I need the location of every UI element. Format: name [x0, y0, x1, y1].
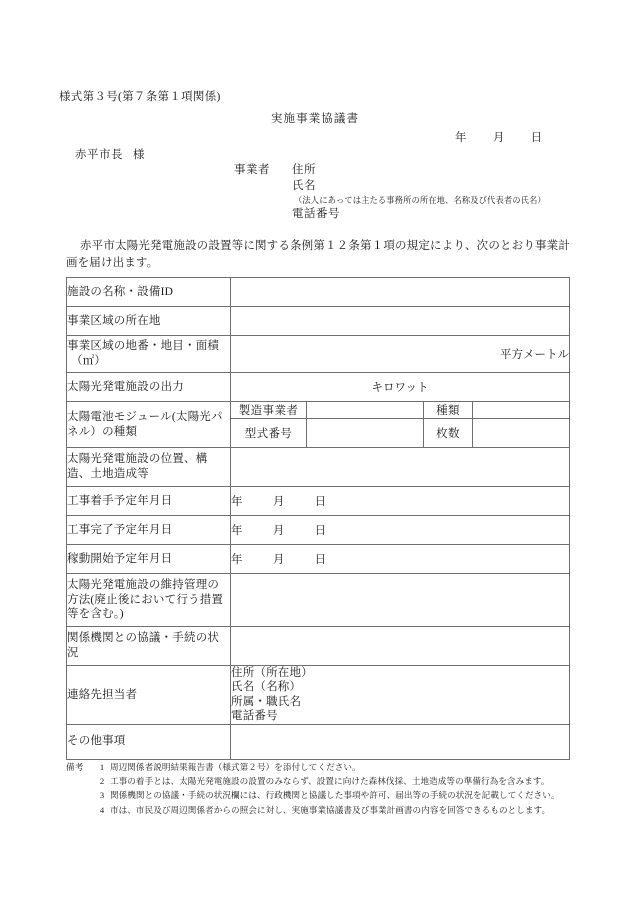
sub-value-manufacturer[interactable]	[307, 402, 424, 419]
remark-text: 工事の着手とは、太陽光発電施設の設置のみならず、設置に向けた森林伐採、土地造成等の準備行為を含みます。	[110, 776, 550, 787]
year-label: 年	[231, 525, 243, 537]
date-year-label: 年	[455, 132, 467, 144]
operator-address-label: 住所	[292, 164, 316, 176]
row-label-other-matters: その他事項	[67, 724, 231, 759]
row-label-maintenance: 太陽光発電施設の維持管理の方法(廃止後において行う措置等を含む。)	[67, 574, 231, 627]
contact-name-label: 氏名（名称）	[231, 681, 302, 694]
remark-number: 2	[99, 776, 105, 787]
row-label-agency-consultation: 関係機関との協議・手続の状況	[67, 627, 231, 666]
table-row	[67, 574, 570, 627]
row-label-output: 太陽光発電施設の出力	[67, 373, 231, 402]
year-label: 年	[231, 554, 243, 566]
remark-text: 市は、市民及び周辺関係者からの照会に対し、実施事業協議書及び事業計画書の内容を回答できるものとします。	[110, 804, 551, 815]
operator-phone-label: 電話番号	[292, 208, 340, 221]
row-label-operation-date: 稼動開始予定年月日	[67, 545, 231, 574]
table-row	[67, 724, 570, 759]
operator-name-label: 氏名	[292, 179, 316, 192]
sub-value-kind[interactable]	[473, 402, 570, 419]
sub-label-quantity: 枚数	[424, 419, 473, 448]
table-row	[67, 307, 570, 336]
table-row	[67, 487, 570, 516]
intro-text: 赤平市太陽光発電施設の設置等に関する条例第１２条第１項の規定により、次のとおり事業計画を届け出ます。	[66, 240, 570, 269]
remark-item	[66, 760, 586, 774]
row-label-start-date: 工事着手予定年月日	[67, 487, 231, 516]
row-value-area-location[interactable]	[231, 307, 570, 336]
date-day-label: 日	[530, 132, 543, 144]
remark-item	[66, 774, 586, 788]
remarks-section	[66, 760, 586, 817]
row-label-position-structure: 太陽光発電施設の位置、構造、土地造成等	[67, 448, 231, 487]
sub-label-model-number: 型式番号	[231, 419, 307, 448]
operator-address-row	[234, 163, 546, 179]
row-value-contact-person[interactable]	[231, 666, 570, 725]
addressee-honorific: 様	[133, 149, 145, 161]
row-value-start-date[interactable]	[231, 487, 570, 516]
row-value-facility-name[interactable]	[231, 278, 570, 307]
year-label: 年	[231, 496, 243, 508]
addressee-name: 赤平市長	[75, 149, 123, 161]
remark-text: 周辺関係者説明結果報告書（様式第２号）を添付してください。	[110, 762, 361, 772]
operator-corporate-note: （法人にあっては主たる事務所の所在地、名称及び代表者の氏名）	[294, 196, 546, 206]
remark-number: 1	[99, 762, 105, 772]
contact-address-label: 住所（所在地）	[231, 667, 313, 679]
sub-value-quantity[interactable]	[473, 419, 570, 448]
row-value-position-structure[interactable]	[231, 448, 570, 487]
form-number: 様式第３号(第７条第１項関係)	[59, 91, 221, 103]
remark-item	[66, 788, 586, 802]
operator-phone-row	[234, 207, 546, 223]
remark-number: 4	[99, 804, 105, 815]
operator-label: 事業者	[234, 164, 270, 176]
sub-label-kind: 種類	[424, 402, 473, 419]
month-label: 月	[272, 525, 285, 537]
contact-phone-label: 電話番号	[231, 710, 278, 723]
row-label-area-location: 事業区域の所在地	[67, 307, 231, 336]
operator-name-row	[234, 179, 546, 195]
table-row	[67, 666, 570, 725]
month-label: 月	[272, 496, 285, 508]
row-label-lot-area: 事業区域の地番・地目・面積 （㎡）	[67, 336, 231, 373]
date-month-label: 月	[492, 132, 505, 144]
table-row	[67, 448, 570, 487]
document-title: 実施事業協議書	[270, 113, 360, 125]
table-row	[67, 278, 570, 307]
row-label-module-type: 太陽電池モジュール(太陽光パネル）の種類	[67, 402, 231, 448]
remarks-heading: 備考	[66, 762, 84, 772]
contact-affiliation-label: 所属・職氏名	[231, 695, 302, 708]
row-value-maintenance[interactable]	[231, 574, 570, 627]
submission-date-line	[455, 129, 542, 145]
row-label-contact-person: 連絡先担当者	[67, 666, 231, 725]
month-label: 月	[272, 554, 285, 566]
row-value-output-unit[interactable]: キロワット	[231, 373, 570, 402]
sub-label-manufacturer: 製造事業者	[231, 402, 307, 419]
row-value-other-matters[interactable]	[231, 724, 570, 759]
row-label-completion-date: 工事完了予定年月日	[67, 516, 231, 545]
row-value-operation-date[interactable]	[231, 545, 570, 574]
table-row	[67, 402, 570, 419]
row-value-completion-date[interactable]	[231, 516, 570, 545]
table-row	[67, 336, 570, 373]
table-row	[67, 545, 570, 574]
row-label-facility-name: 施設の名称・設備ID	[67, 278, 231, 307]
project-plan-table	[66, 277, 570, 760]
operator-block	[234, 163, 546, 223]
row-value-agency-consultation[interactable]	[231, 627, 570, 666]
addressee-line	[75, 146, 145, 162]
table-row	[67, 627, 570, 666]
table-row	[67, 516, 570, 545]
remark-number: 3	[99, 790, 105, 801]
day-label: 日	[314, 554, 327, 566]
intro-paragraph	[66, 238, 570, 271]
day-label: 日	[314, 525, 327, 537]
table-row	[67, 373, 570, 402]
day-label: 日	[314, 496, 327, 508]
remark-text: 関係機関との協議・手続の状況欄には、行政機関と協議した事項や許可、届出等の手続の状況を記載してください。	[110, 790, 560, 801]
row-value-lot-area-unit[interactable]: 平方メートル	[231, 336, 570, 373]
remark-item	[66, 803, 586, 817]
sub-value-model-number[interactable]	[307, 419, 424, 448]
